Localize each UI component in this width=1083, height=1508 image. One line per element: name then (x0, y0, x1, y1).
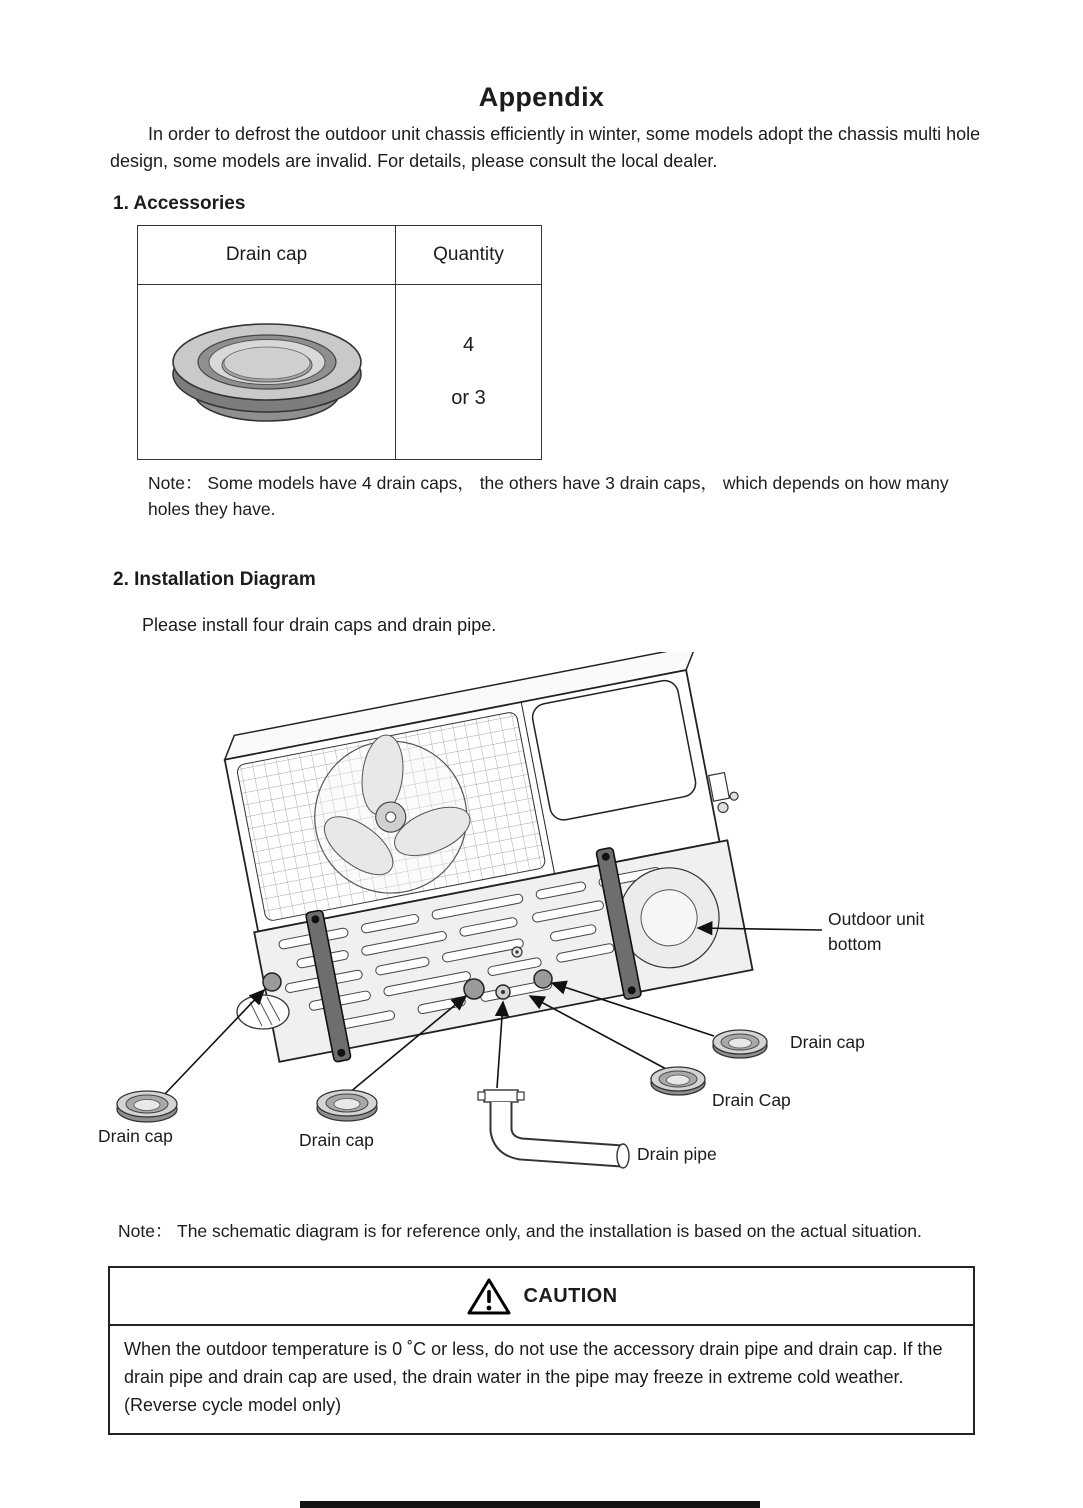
intro-paragraph: In order to defrost the outdoor unit chassis efficiently in winter, some models adopt the chassis multi hole design, some models are invalid. For details, please consult the local dealer. (110, 124, 981, 171)
label-outdoor-unit-bottom: Outdoor unit bottom (828, 908, 925, 954)
scan-artifact (300, 1501, 760, 1508)
drain-cap-right-upper-graphic (713, 1030, 767, 1058)
drain-cap-image-cell (138, 285, 396, 460)
warning-triangle-icon (466, 1277, 512, 1317)
caution-header (110, 1268, 973, 1326)
drain-pipe-graphic (478, 1090, 629, 1168)
col-header-drain-cap: Drain cap (138, 226, 396, 285)
installation-note: Note： The schematic diagram is for reference only, and the installation is based on the actual situation. (118, 1220, 922, 1241)
valve-bracket (709, 772, 730, 801)
accessories-table (137, 225, 542, 460)
quantity-value: 4 (462, 334, 475, 356)
caution-body-text: When the outdoor temperature is 0 ˚C or less, do not use the accessory drain pipe and drain cap. If the drain pipe and drain cap are used, the drain water in the pipe may freeze in extreme cold weather. (Reverse cycle model only) (124, 1338, 943, 1415)
accessories-heading: 1. Accessories (113, 193, 246, 214)
caution-title: CAUTION (523, 1285, 618, 1308)
label-drain-cap-mid: Drain cap (299, 1129, 374, 1150)
page-title: Appendix (478, 82, 605, 112)
label-drain-cap-right-upper: Drain cap (790, 1031, 865, 1052)
table-body-row (138, 285, 542, 460)
installation-diagram (0, 652, 1083, 1202)
label-drain-cap-left: Drain cap (98, 1125, 173, 1146)
installation-instruction: Please install four drain caps and drain pipe. (142, 614, 497, 635)
table-header-row (138, 226, 542, 285)
unit-foot (237, 995, 289, 1029)
drain-cap-left-graphic (117, 1091, 177, 1122)
col-header-quantity: Quantity (396, 226, 542, 285)
drain-cap-mid-graphic (317, 1090, 377, 1121)
quantity-cell (396, 285, 542, 460)
label-drain-pipe: Drain pipe (637, 1143, 717, 1164)
caution-box (108, 1266, 975, 1436)
drain-cap-image (164, 304, 370, 440)
outdoor-unit-body (217, 652, 774, 1073)
accessories-note: Note： Some models have 4 drain caps， the others have 3 drain caps， which depends on how many holes they have. (148, 473, 949, 520)
quantity-alt-value: or 3 (451, 387, 486, 409)
drain-cap-right-lower-graphic (651, 1067, 705, 1095)
installation-heading: 2. Installation Diagram (113, 568, 316, 590)
label-drain-cap-right-lower: Drain Cap (712, 1089, 791, 1110)
